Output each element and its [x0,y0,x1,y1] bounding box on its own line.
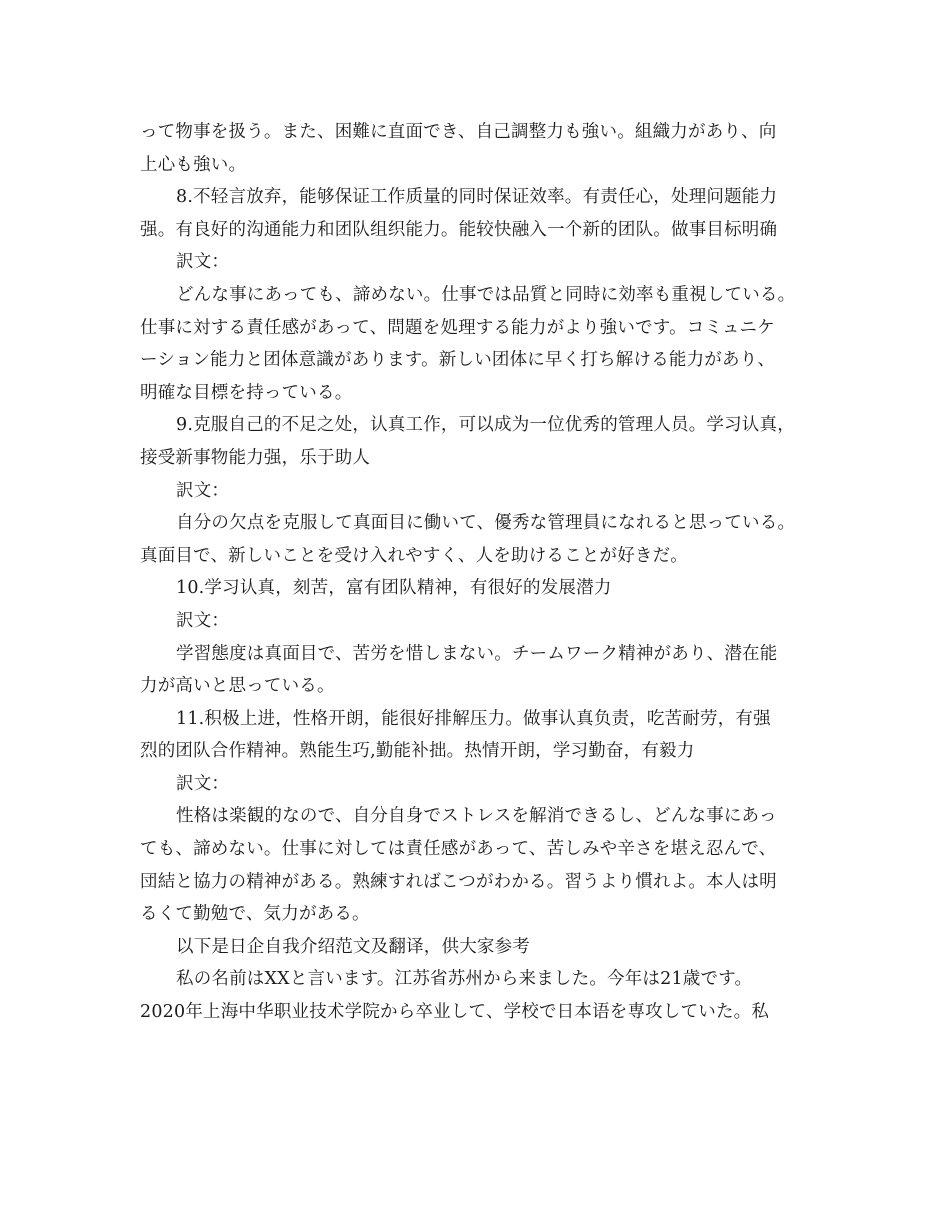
text-line: 力が高いと思っている。 [140,676,335,697]
translation-label: 訳文： [176,480,230,501]
text-line: 自分の欠点を克服して真面目に働いて、優秀な管理員になれると思っている。 [176,513,796,534]
item-heading-9: 9.克服自己的不足之处，认真工作，可以成为一位优秀的管理人员。学习认真， [176,415,795,436]
section-intro: 以下是日企自我介绍范文及翻译，供大家参考 [176,936,530,957]
text-line: るくて勤勉で、気力がある。 [140,904,370,925]
text-line: ても、諦めない。仕事に対しては責任感があって、苦しみや辛さを堪え忍んで、 [140,839,777,860]
translation-label: 訳文： [176,610,230,631]
text-line: 団結と協力の精神がある。熟練すればこつがわかる。習うより慣れよ。本人は明 [140,871,777,892]
text-line: 明確な目標を持っている。 [140,382,353,403]
text-line: 2020年上海中华职业技术学院から卒业して、学校で日本语を専攻していた。私 [140,1002,770,1023]
text-line: 上心も強い。 [140,154,247,175]
text-line: 私の名前はXXと言います。江苏省苏州から来ました。今年は21歳です。 [176,969,753,990]
text-line: 学習態度は真面目で、苦労を惜しまない。チームワーク精神があり、潜在能 [176,643,778,664]
text-line: どんな事にあっても、諦めない。仕事では品質と同時に効率も重視している。 [176,284,796,305]
translation-label: 訳文： [176,252,230,273]
text-line: 真面目で、新しいことを受け入れやすく、人を助けることが好きだ。 [140,545,688,566]
text-line: ーション能力と团体意識があります。新しい团体に早く打ち解ける能力があり、 [140,350,776,371]
item-heading-11: 11.积极上进，性格开朗，能很好排解压力。做事认真负责，吃苦耐劳，有强 [176,708,771,729]
item-heading-8: 8.不轻言放弃，能够保证工作质量的同时保证效率。有责任心，处理问题能力 [176,187,778,208]
item-heading-10: 10.学习认真，刻苦，富有团队精神，有很好的发展潜力 [176,578,612,599]
text-line: 性格は楽観的なので、自分自身でストレスを解消できるし、どんな事にあっ [176,806,777,827]
text-line: 烈的团队合作精神。熟能生巧,勤能补拙。热情开朗，学习勤奋，有毅力 [140,741,695,762]
translation-label: 訳文： [176,773,230,794]
text-line: って物事を扱う。また、困難に直面でき、自己調整力も強い。組織力があり、向 [140,122,777,142]
text-line: 强。有良好的沟通能力和团队组织能力。能较快融入一个新的团队。做事目标明确 [140,219,778,240]
text-line: 仕事に対する責任感があって、問題を処理する能力がより強いです。コミュニケ [140,317,775,338]
document-body [140,116,825,1029]
text-line: 接受新事物能力强，乐于助人 [140,447,371,468]
